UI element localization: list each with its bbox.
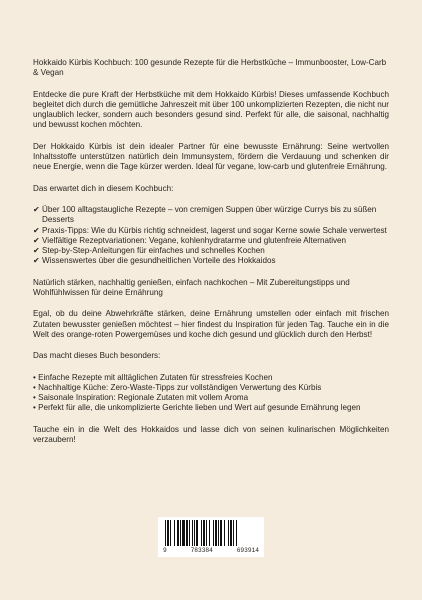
tagline: Natürlich stärken, nachhaltig genießen, einfach nachkochen – Mit Zubereitungstipps und Wohlfühlwissen für deine Ernährung bbox=[33, 277, 350, 298]
special-list bbox=[33, 373, 389, 414]
list-item: ✔ Wissenswertes über die gesundheitlichen Vorteile des Hokkaidos bbox=[33, 256, 276, 266]
barcode-bar bbox=[182, 520, 185, 546]
barcode-bar bbox=[215, 520, 217, 546]
barcode-bar bbox=[220, 520, 222, 546]
list-item: • Nachhaltige Küche: Zero-Waste-Tipps zur vollständigen Verwertung des Kürbis bbox=[33, 382, 322, 392]
barcode-bar bbox=[189, 520, 190, 546]
list-item: ✔ Über 100 alltagstaugliche Rezepte – von cremigen Suppen über würzige Currys bis zu süßen Desserts bbox=[33, 204, 377, 225]
final-paragraph: Tauche ein in die Welt des Hokkaidos und lasse dich von seinen kulinarischen Möglichkeiten verzaubern! bbox=[33, 424, 389, 445]
expect-list bbox=[33, 205, 389, 267]
barcode-bar bbox=[165, 520, 166, 546]
list-item: ✔ Praxis-Tipps: Wie du Kürbis richtig schneidest, lagerst und sogar Kerne sowie Schale verwertest bbox=[33, 225, 387, 235]
list-item: ✔ Step-by-Step-Anleitungen für einfaches und schnelles Kochen bbox=[33, 246, 265, 256]
barcode-bar bbox=[192, 520, 193, 546]
barcode-bar bbox=[196, 520, 198, 546]
barcode-bar bbox=[201, 520, 202, 546]
barcode-bar bbox=[233, 520, 234, 546]
barcode-bar bbox=[177, 520, 179, 546]
barcode-digit-first: 9 bbox=[163, 547, 167, 554]
barcode-bar bbox=[174, 520, 175, 546]
barcode-bar bbox=[224, 520, 225, 546]
barcode-bar bbox=[213, 520, 214, 546]
list-item: • Einfache Rezepte mit alltäglichen Zutaten für stressfreies Kochen bbox=[33, 372, 273, 382]
barcode-digits-right: 693914 bbox=[236, 547, 259, 554]
special-heading: Das macht dieses Buch besonders: bbox=[33, 351, 161, 361]
barcode-bar bbox=[218, 520, 219, 546]
barcode-bar bbox=[186, 520, 188, 546]
barcode-bar bbox=[209, 520, 210, 546]
list-item: • Saisonale Inspiration: Regionale Zutaten mit vollem Aroma bbox=[33, 393, 249, 403]
barcode-bar bbox=[206, 520, 207, 546]
expect-heading: Das erwartet dich in diesem Kochbuch: bbox=[33, 183, 174, 193]
barcode-bar bbox=[203, 520, 205, 546]
barcode-bar bbox=[236, 520, 237, 546]
barcode-bars bbox=[163, 520, 259, 546]
list-item: • Perfekt für alle, die unkomplizierte Gerichte lieben und Wert auf gesunde Ernährung legen bbox=[33, 403, 361, 413]
partner-paragraph: Der Hokkaido Kürbis ist dein idealer Partner für eine bewusste Ernährung: Seine wertvollen Inhaltsstoffe unterstützen natürlich dein Immunsystem, fördern die Verdauung und schenken dir neue Energie, wenn die Tage kürzer werden. Ideal für vegane, low-carb und glutenfreie Ernährung. bbox=[33, 141, 389, 172]
barcode-bar bbox=[228, 520, 229, 546]
closing-paragraph: Egal, ob du deine Abwehrkräfte stärken, deine Ernährung umstellen oder einfach mit frischen Zutaten bewusster genießen möchtest – hier findest du Inspiration für jeden Tag. Tauche ein in die Welt des orange-roten Powergemüses und koche dich gesund und glücklich durch den Herbst! bbox=[33, 309, 389, 339]
barcode-bar bbox=[170, 520, 171, 546]
barcode-bar bbox=[180, 520, 181, 546]
barcode-digits-left: 783384 bbox=[190, 547, 213, 554]
barcode-digits bbox=[163, 547, 259, 554]
list-item: ✔ Vielfältige Rezeptvariationen: Vegane, kohlenhydratarme und glutenfreie Alternativen bbox=[33, 235, 347, 245]
barcode-bar bbox=[167, 520, 169, 546]
barcode-bar bbox=[230, 520, 232, 546]
isbn-barcode bbox=[158, 517, 264, 557]
book-title: Hokkaido Kürbis Kochbuch: 100 gesunde Rezepte für die Herbstküche – Immunbooster, Low-Carb & Vegan bbox=[33, 58, 387, 78]
barcode-bar bbox=[194, 520, 195, 546]
intro-paragraph: Entdecke die pure Kraft der Herbstküche mit dem Hokkaido Kürbis! Dieses umfassende Kochbuch begleitet dich durch die gemütliche Jahreszeit mit über 100 unkomplizierten Rezepten, die nicht nur unglaublich lecker, sondern auch besonders gesund sind. Perfekt für alle, die saisonal, nachhaltig und bewusst kochen möchten. bbox=[33, 89, 389, 130]
